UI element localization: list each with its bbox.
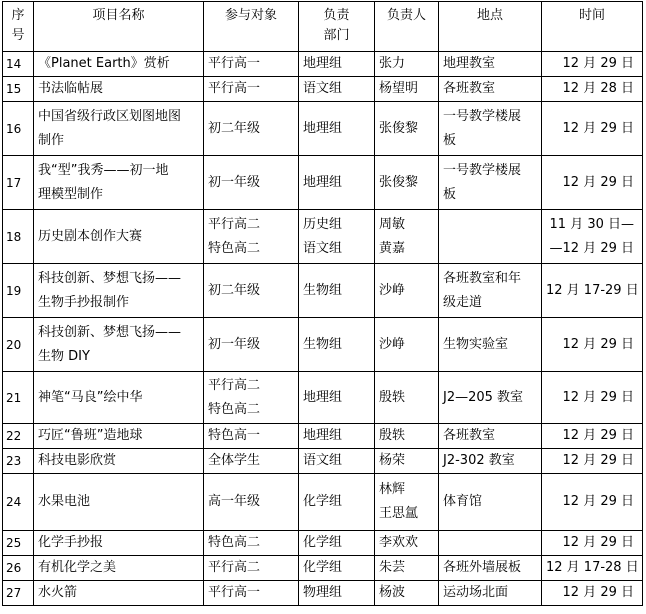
cell-time (542, 210, 643, 264)
cell-time-line: 12 月 29 日 (562, 585, 634, 600)
cell-participants-line: 初一年级 (208, 336, 261, 352)
cell-location-line: 板 (443, 186, 457, 202)
cell-department-line: 化学组 (303, 560, 343, 575)
cell-location-line: 各班外墙展板 (443, 560, 522, 575)
cell-location (439, 424, 542, 449)
cell-department (299, 52, 375, 77)
cell-project-name (34, 531, 204, 556)
cell-project-name-line: 我“型”我秀——初一地 (38, 162, 169, 178)
cell-seq: 27 (3, 581, 34, 606)
cell-participants-line: 特色高二 (208, 401, 261, 417)
cell-participants (204, 531, 299, 556)
cell-location-line: 一号教学楼展 (443, 108, 522, 124)
cell-participants (204, 556, 299, 581)
cell-project-name (34, 77, 204, 102)
cell-time (542, 156, 643, 210)
header-target: 参与对象 (204, 2, 299, 52)
cell-location-line: 体育馆 (443, 494, 483, 509)
cell-location (439, 372, 542, 424)
cell-project-name (34, 156, 204, 210)
cell-participants (204, 77, 299, 102)
cell-time (542, 52, 643, 77)
cell-project-name-line: 制作 (38, 132, 65, 148)
cell-project-name-line: 书法临帖展 (38, 81, 104, 96)
cell-project-name-line: 中国省级行政区划图地图 (38, 108, 182, 124)
cell-person-in-charge (375, 210, 439, 264)
cell-project-name (34, 474, 204, 531)
cell-project-name-line: 巧匠“鲁班”造地球 (38, 428, 143, 443)
cell-person-in-charge (375, 52, 439, 77)
cell-time-line: 11 月 30 日— (549, 216, 634, 232)
cell-project-name (34, 581, 204, 606)
cell-person-in-charge (375, 318, 439, 372)
cell-participants-line: 平行高二 (208, 216, 261, 232)
header-person: 负责人 (375, 2, 439, 52)
cell-seq: 19 (3, 264, 34, 318)
cell-location (439, 581, 542, 606)
cell-department (299, 156, 375, 210)
cell-department (299, 474, 375, 531)
table-row (3, 474, 643, 531)
cell-time-line: 12 月 17-28 日 (546, 560, 639, 575)
cell-participants-line: 特色高二 (208, 535, 261, 550)
table-row (3, 264, 643, 318)
cell-seq: 17 (3, 156, 34, 210)
cell-location (439, 210, 542, 264)
cell-person-in-charge (375, 556, 439, 581)
cell-participants-line: 平行高一 (208, 585, 261, 600)
cell-seq: 14 (3, 52, 34, 77)
cell-location (439, 156, 542, 210)
cell-location-line: 运动场北面 (443, 585, 509, 600)
cell-person-in-charge-line: 沙峥 (379, 282, 406, 298)
cell-participants-line: 平行高一 (208, 56, 261, 71)
cell-participants (204, 424, 299, 449)
cell-time (542, 474, 643, 531)
cell-location (439, 449, 542, 474)
cell-person-in-charge-line: 朱芸 (379, 560, 406, 575)
cell-project-name-line: 化学手抄报 (38, 535, 104, 550)
cell-participants (204, 102, 299, 156)
cell-seq: 26 (3, 556, 34, 581)
cell-person-in-charge-line: 周敏 (379, 216, 406, 232)
cell-time-line: 12 月 29 日 (562, 56, 634, 71)
cell-participants-line: 平行高二 (208, 560, 261, 575)
cell-participants-line: 初二年级 (208, 120, 261, 136)
cell-project-name-line: 水果电池 (38, 494, 91, 509)
cell-project-name (34, 264, 204, 318)
cell-time (542, 531, 643, 556)
cell-person-in-charge-line: 张力 (379, 56, 406, 71)
cell-department (299, 318, 375, 372)
cell-person-in-charge-line: 杨望明 (379, 81, 419, 96)
cell-time-line: 12 月 29 日 (562, 174, 634, 190)
cell-person-in-charge (375, 264, 439, 318)
table-row (3, 372, 643, 424)
schedule-table-wrapper (2, 1, 643, 606)
cell-participants (204, 52, 299, 77)
cell-location-line: J2-302 教室 (443, 453, 515, 468)
cell-project-name-line: 科技电影欣赏 (38, 453, 117, 468)
cell-person-in-charge-line: 杨荣 (379, 453, 406, 468)
cell-department-line: 语文组 (303, 240, 343, 256)
cell-participants (204, 210, 299, 264)
cell-location (439, 318, 542, 372)
cell-project-name-line: 生物 DIY (38, 348, 90, 364)
cell-time (542, 102, 643, 156)
cell-location (439, 102, 542, 156)
cell-seq: 16 (3, 102, 34, 156)
cell-person-in-charge (375, 581, 439, 606)
cell-project-name-line: 理模型制作 (38, 186, 104, 202)
cell-participants (204, 581, 299, 606)
cell-person-in-charge-line: 殷轶 (379, 389, 406, 405)
cell-project-name-line: 水火箭 (38, 585, 78, 600)
cell-seq: 23 (3, 449, 34, 474)
cell-participants (204, 449, 299, 474)
cell-participants (204, 318, 299, 372)
cell-person-in-charge-line: 李欢欢 (379, 535, 419, 550)
cell-department (299, 531, 375, 556)
cell-project-name-line: 生物手抄报制作 (38, 294, 130, 310)
cell-department-line: 生物组 (303, 282, 343, 298)
cell-project-name (34, 556, 204, 581)
header-dept: 负责 部门 (299, 2, 375, 52)
cell-person-in-charge (375, 449, 439, 474)
cell-department-line: 生物组 (303, 336, 343, 352)
header-time: 时间 (542, 2, 643, 52)
cell-location-line: 生物实验室 (443, 336, 509, 352)
cell-time-line: 12 月 29 日 (562, 336, 634, 352)
cell-department (299, 556, 375, 581)
cell-location-line: 一号教学楼展 (443, 162, 522, 178)
cell-location (439, 531, 542, 556)
cell-person-in-charge (375, 102, 439, 156)
cell-department-line: 化学组 (303, 494, 343, 509)
cell-person-in-charge-line: 杨波 (379, 585, 406, 600)
cell-project-name (34, 318, 204, 372)
cell-location-line: 各班教室 (443, 428, 496, 443)
cell-person-in-charge (375, 531, 439, 556)
cell-person-in-charge-line: 王思氲 (379, 506, 419, 521)
cell-person-in-charge-line: 殷轶 (379, 428, 406, 443)
cell-person-in-charge (375, 77, 439, 102)
cell-time-line: 12 月 29 日 (562, 389, 634, 405)
table-row (3, 449, 643, 474)
table-row (3, 424, 643, 449)
table-row (3, 581, 643, 606)
cell-time (542, 449, 643, 474)
cell-person-in-charge-line: 张俊黎 (379, 174, 419, 190)
cell-location-line: 各班教室和年 (443, 270, 522, 286)
cell-department-line: 化学组 (303, 535, 343, 550)
cell-seq: 24 (3, 474, 34, 531)
cell-department (299, 372, 375, 424)
table-row (3, 318, 643, 372)
cell-time (542, 77, 643, 102)
cell-person-in-charge-line: 沙峥 (379, 336, 406, 352)
cell-participants-line: 平行高一 (208, 81, 261, 96)
cell-department-line: 语文组 (303, 453, 343, 468)
cell-location (439, 77, 542, 102)
header-place: 地点 (439, 2, 542, 52)
cell-participants-line: 初一年级 (208, 174, 261, 190)
cell-project-name-line: 神笔“马良”绘中华 (38, 389, 143, 405)
cell-location (439, 264, 542, 318)
cell-time (542, 318, 643, 372)
cell-project-name (34, 449, 204, 474)
cell-location (439, 556, 542, 581)
cell-seq: 15 (3, 77, 34, 102)
cell-time (542, 424, 643, 449)
cell-seq: 22 (3, 424, 34, 449)
cell-participants-line: 特色高二 (208, 240, 261, 256)
cell-participants (204, 474, 299, 531)
cell-participants-line: 高一年级 (208, 494, 261, 509)
cell-department-line: 地理组 (303, 56, 343, 71)
cell-location-line: 板 (443, 132, 457, 148)
cell-location-line: 各班教室 (443, 81, 496, 96)
cell-person-in-charge-line: 黄嘉 (379, 240, 406, 256)
cell-project-name-line: 《Planet Earth》赏析 (38, 56, 170, 71)
cell-seq: 25 (3, 531, 34, 556)
cell-department (299, 424, 375, 449)
cell-project-name-line: 科技创新、梦想飞扬—— (38, 324, 182, 340)
cell-department (299, 264, 375, 318)
cell-department-line: 地理组 (303, 174, 343, 190)
cell-time-line: 12 月 29 日 (562, 535, 634, 550)
cell-participants-line: 初二年级 (208, 282, 261, 298)
cell-department (299, 210, 375, 264)
cell-time (542, 556, 643, 581)
activity-schedule-table (2, 1, 643, 606)
cell-project-name (34, 424, 204, 449)
table-row (3, 77, 643, 102)
cell-department-line: 地理组 (303, 428, 343, 443)
cell-person-in-charge (375, 372, 439, 424)
cell-department (299, 581, 375, 606)
cell-project-name (34, 102, 204, 156)
cell-participants-line: 全体学生 (208, 453, 261, 468)
cell-project-name-line: 科技创新、梦想飞扬—— (38, 270, 182, 286)
cell-time-line: 12 月 28 日 (562, 81, 634, 96)
cell-project-name (34, 52, 204, 77)
cell-time (542, 264, 643, 318)
cell-department (299, 77, 375, 102)
cell-seq: 20 (3, 318, 34, 372)
cell-participants (204, 156, 299, 210)
cell-location-line: 级走道 (443, 294, 483, 310)
cell-project-name-line: 历史剧本创作大赛 (38, 228, 143, 244)
cell-location-line: J2—205 教室 (443, 389, 524, 405)
cell-project-name (34, 372, 204, 424)
header-seq: 序 号 (3, 2, 34, 52)
cell-project-name (34, 210, 204, 264)
cell-time-line: 12 月 29 日 (562, 428, 634, 443)
cell-participants-line: 特色高一 (208, 428, 261, 443)
table-row (3, 156, 643, 210)
cell-time-line: —12 月 29 日 (549, 240, 634, 256)
cell-time (542, 372, 643, 424)
cell-location (439, 474, 542, 531)
cell-person-in-charge-line: 张俊黎 (379, 120, 419, 136)
cell-participants-line: 平行高二 (208, 377, 261, 393)
cell-location (439, 52, 542, 77)
cell-person-in-charge-line: 林辉 (379, 482, 406, 497)
table-row (3, 210, 643, 264)
cell-time (542, 581, 643, 606)
cell-department-line: 物理组 (303, 585, 343, 600)
cell-department-line: 地理组 (303, 389, 343, 405)
cell-participants (204, 264, 299, 318)
cell-participants (204, 372, 299, 424)
table-row (3, 556, 643, 581)
cell-person-in-charge (375, 156, 439, 210)
cell-project-name-line: 有机化学之美 (38, 560, 117, 575)
cell-department-line: 语文组 (303, 81, 343, 96)
cell-department (299, 102, 375, 156)
cell-location-line: 地理教室 (443, 56, 496, 71)
table-header-row (3, 2, 643, 52)
cell-seq: 18 (3, 210, 34, 264)
table-row (3, 531, 643, 556)
cell-seq: 21 (3, 372, 34, 424)
cell-person-in-charge (375, 474, 439, 531)
cell-time-line: 12 月 17-29 日 (546, 282, 639, 298)
table-row (3, 102, 643, 156)
cell-time-line: 12 月 29 日 (562, 120, 634, 136)
header-name: 项目名称 (34, 2, 204, 52)
cell-department-line: 地理组 (303, 120, 343, 136)
cell-department (299, 449, 375, 474)
cell-time-line: 12 月 29 日 (562, 453, 634, 468)
table-row (3, 52, 643, 77)
cell-person-in-charge (375, 424, 439, 449)
cell-department-line: 历史组 (303, 216, 343, 232)
table-body (3, 52, 643, 606)
cell-time-line: 12 月 29 日 (562, 494, 634, 509)
